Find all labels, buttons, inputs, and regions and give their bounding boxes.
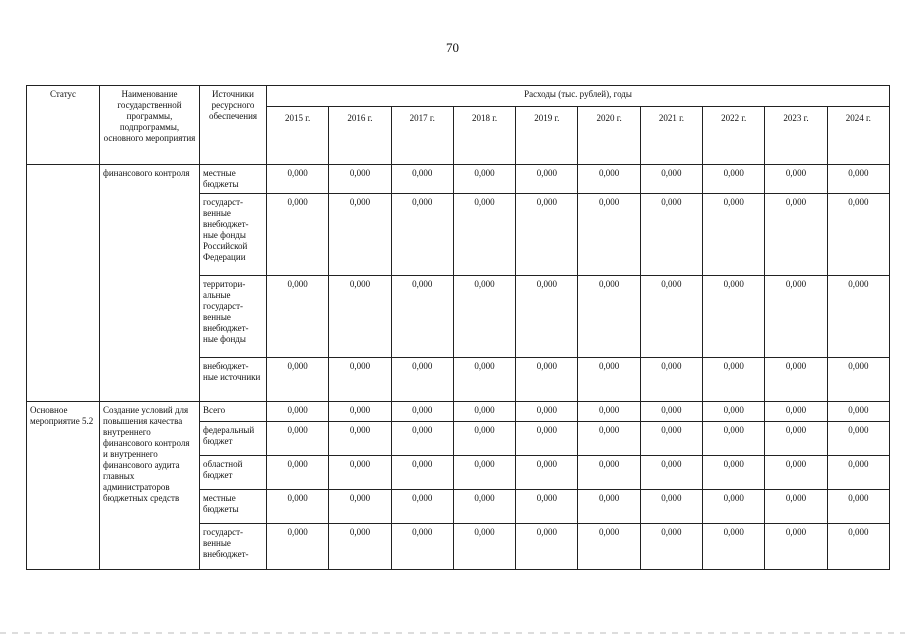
value-cell: 0,000 bbox=[640, 194, 702, 276]
header-year: 2021 г. bbox=[640, 107, 702, 165]
value-cell: 0,000 bbox=[329, 422, 391, 456]
value-cell: 0,000 bbox=[703, 358, 765, 402]
value-cell: 0,000 bbox=[703, 524, 765, 570]
header-name: Наименование государственной программы, подпрограммы, основного мероприятия bbox=[100, 86, 200, 165]
value-cell: 0,000 bbox=[453, 456, 515, 490]
value-cell: 0,000 bbox=[453, 402, 515, 422]
value-cell: 0,000 bbox=[640, 165, 702, 194]
header-year: 2016 г. bbox=[329, 107, 391, 165]
name-cell: финансового контроля bbox=[100, 165, 200, 402]
value-cell: 0,000 bbox=[267, 402, 329, 422]
value-cell: 0,000 bbox=[765, 402, 827, 422]
header-year: 2024 г. bbox=[827, 107, 889, 165]
value-cell: 0,000 bbox=[453, 194, 515, 276]
value-cell: 0,000 bbox=[267, 276, 329, 358]
source-cell: местные бюджеты bbox=[200, 165, 267, 194]
value-cell: 0,000 bbox=[578, 276, 640, 358]
source-cell: внебюджет-ные источники bbox=[200, 358, 267, 402]
value-cell: 0,000 bbox=[703, 165, 765, 194]
value-cell: 0,000 bbox=[827, 422, 889, 456]
value-cell: 0,000 bbox=[578, 194, 640, 276]
value-cell: 0,000 bbox=[640, 358, 702, 402]
value-cell: 0,000 bbox=[516, 165, 578, 194]
value-cell: 0,000 bbox=[703, 456, 765, 490]
value-cell: 0,000 bbox=[578, 456, 640, 490]
value-cell: 0,000 bbox=[827, 402, 889, 422]
page-number: 70 bbox=[446, 40, 459, 55]
value-cell: 0,000 bbox=[703, 402, 765, 422]
value-cell: 0,000 bbox=[578, 358, 640, 402]
value-cell: 0,000 bbox=[329, 276, 391, 358]
header-status: Статус bbox=[27, 86, 100, 165]
value-cell: 0,000 bbox=[329, 524, 391, 570]
header-expenses: Расходы (тыс. рублей), годы bbox=[267, 86, 890, 107]
value-cell: 0,000 bbox=[516, 524, 578, 570]
value-cell: 0,000 bbox=[267, 490, 329, 524]
value-cell: 0,000 bbox=[267, 165, 329, 194]
value-cell: 0,000 bbox=[516, 490, 578, 524]
name-cell: Создание условий для повышения качества внутреннего финансового контроля и внутреннего финансового аудита главных администраторов бюджетных средств bbox=[100, 402, 200, 570]
value-cell: 0,000 bbox=[765, 276, 827, 358]
value-cell: 0,000 bbox=[703, 276, 765, 358]
value-cell: 0,000 bbox=[640, 276, 702, 358]
value-cell: 0,000 bbox=[267, 194, 329, 276]
budget-table bbox=[26, 85, 890, 570]
value-cell: 0,000 bbox=[453, 276, 515, 358]
value-cell: 0,000 bbox=[516, 456, 578, 490]
value-cell: 0,000 bbox=[391, 165, 453, 194]
value-cell: 0,000 bbox=[391, 422, 453, 456]
value-cell: 0,000 bbox=[765, 456, 827, 490]
value-cell: 0,000 bbox=[640, 402, 702, 422]
value-cell: 0,000 bbox=[391, 524, 453, 570]
header-year: 2019 г. bbox=[516, 107, 578, 165]
value-cell: 0,000 bbox=[703, 422, 765, 456]
value-cell: 0,000 bbox=[453, 358, 515, 402]
value-cell: 0,000 bbox=[391, 194, 453, 276]
value-cell: 0,000 bbox=[827, 194, 889, 276]
header-year: 2015 г. bbox=[267, 107, 329, 165]
value-cell: 0,000 bbox=[827, 490, 889, 524]
table-body bbox=[27, 165, 890, 570]
value-cell: 0,000 bbox=[578, 422, 640, 456]
value-cell: 0,000 bbox=[329, 194, 391, 276]
value-cell: 0,000 bbox=[578, 524, 640, 570]
value-cell: 0,000 bbox=[703, 194, 765, 276]
header-row-1 bbox=[27, 86, 890, 107]
value-cell: 0,000 bbox=[640, 456, 702, 490]
value-cell: 0,000 bbox=[765, 165, 827, 194]
value-cell: 0,000 bbox=[267, 456, 329, 490]
source-cell: территори-альные государст-венные внебюджет-ные фонды bbox=[200, 276, 267, 358]
status-cell: Основное мероприятие 5.2 bbox=[27, 402, 100, 570]
value-cell: 0,000 bbox=[578, 490, 640, 524]
value-cell: 0,000 bbox=[640, 524, 702, 570]
value-cell: 0,000 bbox=[516, 194, 578, 276]
source-cell: Всего bbox=[200, 402, 267, 422]
source-cell: федеральный бюджет bbox=[200, 422, 267, 456]
value-cell: 0,000 bbox=[765, 194, 827, 276]
value-cell: 0,000 bbox=[329, 402, 391, 422]
header-year: 2023 г. bbox=[765, 107, 827, 165]
source-cell: государст-венные внебюджет-ные фонды Российской Федерации bbox=[200, 194, 267, 276]
value-cell: 0,000 bbox=[391, 456, 453, 490]
status-cell bbox=[27, 165, 100, 402]
value-cell: 0,000 bbox=[640, 490, 702, 524]
value-cell: 0,000 bbox=[391, 276, 453, 358]
value-cell: 0,000 bbox=[391, 402, 453, 422]
scan-noise bbox=[0, 632, 905, 634]
header-sources: Источники ресурсного обеспечения bbox=[200, 86, 267, 165]
value-cell: 0,000 bbox=[516, 276, 578, 358]
value-cell: 0,000 bbox=[516, 402, 578, 422]
header-year: 2022 г. bbox=[703, 107, 765, 165]
value-cell: 0,000 bbox=[453, 524, 515, 570]
value-cell: 0,000 bbox=[827, 524, 889, 570]
header-year: 2017 г. bbox=[391, 107, 453, 165]
value-cell: 0,000 bbox=[765, 358, 827, 402]
value-cell: 0,000 bbox=[703, 490, 765, 524]
value-cell: 0,000 bbox=[578, 402, 640, 422]
source-cell: местные бюджеты bbox=[200, 490, 267, 524]
value-cell: 0,000 bbox=[453, 165, 515, 194]
value-cell: 0,000 bbox=[578, 165, 640, 194]
value-cell: 0,000 bbox=[640, 422, 702, 456]
value-cell: 0,000 bbox=[765, 490, 827, 524]
value-cell: 0,000 bbox=[827, 456, 889, 490]
value-cell: 0,000 bbox=[827, 358, 889, 402]
value-cell: 0,000 bbox=[516, 422, 578, 456]
value-cell: 0,000 bbox=[453, 490, 515, 524]
value-cell: 0,000 bbox=[827, 276, 889, 358]
value-cell: 0,000 bbox=[453, 422, 515, 456]
value-cell: 0,000 bbox=[329, 456, 391, 490]
table-row bbox=[27, 402, 890, 422]
source-cell: государст-венные внебюджет- bbox=[200, 524, 267, 570]
value-cell: 0,000 bbox=[329, 165, 391, 194]
value-cell: 0,000 bbox=[267, 358, 329, 402]
table-row bbox=[27, 165, 890, 194]
value-cell: 0,000 bbox=[516, 358, 578, 402]
value-cell: 0,000 bbox=[267, 422, 329, 456]
source-cell: областной бюджет bbox=[200, 456, 267, 490]
value-cell: 0,000 bbox=[329, 358, 391, 402]
value-cell: 0,000 bbox=[765, 422, 827, 456]
value-cell: 0,000 bbox=[765, 524, 827, 570]
value-cell: 0,000 bbox=[827, 165, 889, 194]
value-cell: 0,000 bbox=[267, 524, 329, 570]
header-year: 2020 г. bbox=[578, 107, 640, 165]
value-cell: 0,000 bbox=[329, 490, 391, 524]
value-cell: 0,000 bbox=[391, 490, 453, 524]
header-year: 2018 г. bbox=[453, 107, 515, 165]
value-cell: 0,000 bbox=[391, 358, 453, 402]
